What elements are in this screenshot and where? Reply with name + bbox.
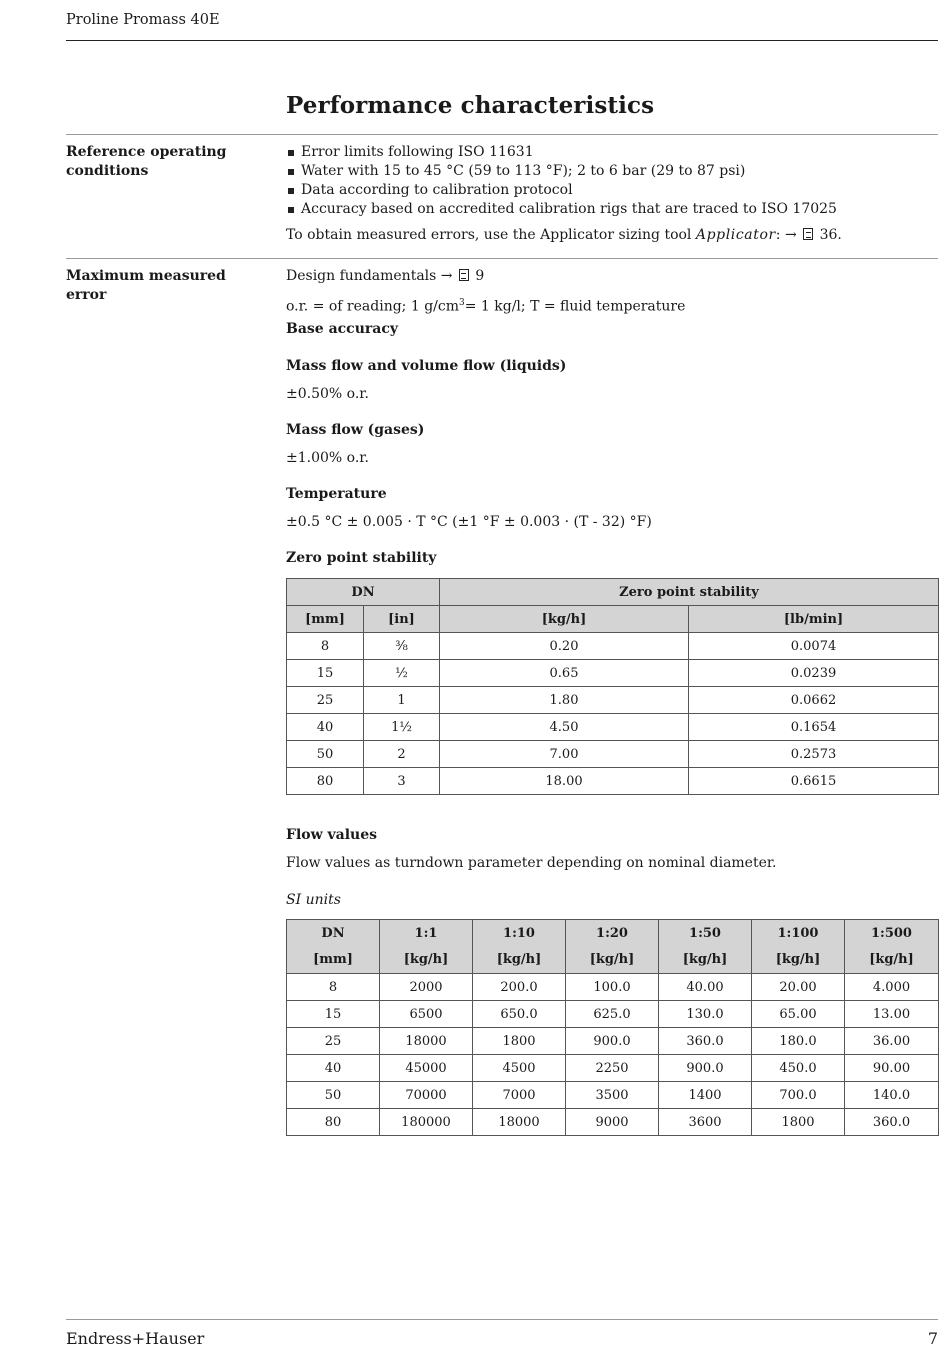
table-cell: 8: [287, 974, 380, 1001]
page-reference-icon: [803, 228, 813, 240]
column-unit-header: [kg/h]: [473, 947, 566, 974]
table-row: [287, 1109, 939, 1136]
column-header: DN: [287, 920, 380, 947]
table-cell: 20.00: [752, 974, 845, 1001]
table-cell: 1.80: [440, 687, 689, 714]
table-cell: 18000: [380, 1028, 473, 1055]
table-cell: 9000: [566, 1109, 659, 1136]
table-cell: 625.0: [566, 1001, 659, 1028]
table-row: [287, 1082, 939, 1109]
column-header: 1:1: [380, 920, 473, 947]
table-cell: 90.00: [845, 1055, 939, 1082]
flow-values-heading: Flow values: [286, 827, 378, 843]
table-cell: 15: [287, 1001, 380, 1028]
table-cell: 70000: [380, 1082, 473, 1109]
table-row: [287, 974, 939, 1001]
table-cell: 360.0: [659, 1028, 752, 1055]
table-cell: 0.0239: [689, 660, 939, 687]
table-cell: 0.0662: [689, 687, 939, 714]
table-cell: 45000: [380, 1055, 473, 1082]
table-cell: 40: [287, 1055, 380, 1082]
column-unit-header: [mm]: [287, 947, 380, 974]
table-cell: 36.00: [845, 1028, 939, 1055]
temperature-value: ±0.5 °C ± 0.005 · T °C (±1 °F ± 0.003 · (T - 32) °F): [286, 514, 652, 530]
zero-point-heading: Zero point stability: [286, 550, 437, 566]
document-header-title: Proline Promass 40E: [66, 12, 220, 28]
section-title: Performance characteristics: [286, 92, 655, 119]
column-unit-header: [kg/h]: [752, 947, 845, 974]
table-cell: 25: [287, 1028, 380, 1055]
table-cell: 360.0: [845, 1109, 939, 1136]
column-unit-header: [kg/h]: [659, 947, 752, 974]
table-row: [287, 633, 939, 660]
column-header: 1:500: [845, 920, 939, 947]
column-header: 1:20: [566, 920, 659, 947]
column-unit-header: [kg/h]: [566, 947, 659, 974]
table-cell: 0.6615: [689, 768, 939, 795]
column-group-zero-point: Zero point stability: [440, 579, 939, 606]
mass-volume-value: ±0.50% o.r.: [286, 386, 369, 402]
table-cell: 18.00: [440, 768, 689, 795]
column-header: [lb/min]: [689, 606, 939, 633]
table-cell: 140.0: [845, 1082, 939, 1109]
table-cell: 4.50: [440, 714, 689, 741]
mass-gas-value: ±1.00% o.r.: [286, 450, 369, 466]
table-cell: 4500: [473, 1055, 566, 1082]
table-cell: 0.20: [440, 633, 689, 660]
column-header: [mm]: [287, 606, 364, 633]
table-cell: 1800: [752, 1109, 845, 1136]
list-item: Error limits following ISO 11631: [286, 143, 837, 162]
table-cell: 2250: [566, 1055, 659, 1082]
applicator-link[interactable]: Applicator: [695, 227, 776, 243]
table-cell: 180.0: [752, 1028, 845, 1055]
footer-rule: [66, 1319, 938, 1320]
table-cell: 15: [287, 660, 364, 687]
temperature-heading: Temperature: [286, 486, 387, 502]
table-cell: 18000: [473, 1109, 566, 1136]
table-cell: 900.0: [566, 1028, 659, 1055]
table-row: [287, 660, 939, 687]
table-cell: 3500: [566, 1082, 659, 1109]
table-row: [287, 768, 939, 795]
list-item: Data according to calibration protocol: [286, 181, 837, 200]
table-cell: 40.00: [659, 974, 752, 1001]
table-cell: 3: [364, 768, 440, 795]
section-divider: [66, 134, 938, 135]
table-row: [287, 741, 939, 768]
table-cell: 100.0: [566, 974, 659, 1001]
column-unit-header: [kg/h]: [380, 947, 473, 974]
column-header: 1:50: [659, 920, 752, 947]
table-cell: 7.00: [440, 741, 689, 768]
table-row: [287, 714, 939, 741]
max-error-label: Maximum measured error: [66, 268, 226, 303]
table-cell: 50: [287, 1082, 380, 1109]
applicator-page-link[interactable]: 36.: [815, 227, 842, 243]
table-cell: 200.0: [473, 974, 566, 1001]
table-cell: 700.0: [752, 1082, 845, 1109]
column-header: 1:100: [752, 920, 845, 947]
base-accuracy-heading: Base accuracy: [286, 321, 398, 337]
table-cell: 130.0: [659, 1001, 752, 1028]
table-cell: 50: [287, 741, 364, 768]
table-cell: 1: [364, 687, 440, 714]
table-cell: 2: [364, 741, 440, 768]
table-row: [287, 687, 939, 714]
flow-values-description: Flow values as turndown parameter depending on nominal diameter.: [286, 855, 777, 871]
page-number: 7: [927, 1329, 938, 1348]
reference-conditions-list: [286, 143, 837, 219]
applicator-note: To obtain measured errors, use the Applicator sizing tool Applicator: → 36.: [286, 227, 842, 243]
column-group-dn: DN: [287, 579, 440, 606]
table-cell: 13.00: [845, 1001, 939, 1028]
table-cell: 180000: [380, 1109, 473, 1136]
table-cell: 0.2573: [689, 741, 939, 768]
column-unit-header: [kg/h]: [845, 947, 939, 974]
table-row: [287, 1028, 939, 1055]
footer-brand: Endress+Hauser: [66, 1329, 205, 1348]
table-cell: ½: [364, 660, 440, 687]
table-cell: 7000: [473, 1082, 566, 1109]
column-header: [kg/h]: [440, 606, 689, 633]
table-cell: 80: [287, 1109, 380, 1136]
table-cell: 1½: [364, 714, 440, 741]
table-cell: 900.0: [659, 1055, 752, 1082]
table-cell: 40: [287, 714, 364, 741]
section-divider: [66, 258, 938, 259]
table-cell: 80: [287, 768, 364, 795]
table-cell: 650.0: [473, 1001, 566, 1028]
mass-gas-heading: Mass flow (gases): [286, 422, 425, 438]
table-row: [287, 1055, 939, 1082]
flow-values-table: [286, 919, 939, 1136]
table-cell: 3600: [659, 1109, 752, 1136]
table-cell: 0.65: [440, 660, 689, 687]
column-header: [in]: [364, 606, 440, 633]
abbreviation-legend: o.r. = of reading; 1 $g/cm^3= 1$ kg/l; T = fluid temperature: [286, 298, 686, 315]
table-cell: 450.0: [752, 1055, 845, 1082]
zero-point-stability-table: [286, 578, 939, 795]
reference-conditions-label: Reference operating conditions: [66, 144, 227, 179]
list-item: Water with 15 to 45 °C (59 to 113 °F); 2 to 6 bar (29 to 87 psi): [286, 162, 837, 181]
table-cell: 0.0074: [689, 633, 939, 660]
table-cell: 8: [287, 633, 364, 660]
table-cell: 0.1654: [689, 714, 939, 741]
table-cell: 1400: [659, 1082, 752, 1109]
table-cell: 4.000: [845, 974, 939, 1001]
table-cell: 25: [287, 687, 364, 714]
si-units-label: SI units: [286, 892, 341, 908]
table-cell: 65.00: [752, 1001, 845, 1028]
list-item: Accuracy based on accredited calibration rigs that are traced to ISO 17025: [286, 200, 837, 219]
column-header: 1:10: [473, 920, 566, 947]
table-cell: 2000: [380, 974, 473, 1001]
design-fundamentals-ref: Design fundamentals → 9: [286, 268, 485, 284]
design-page-link[interactable]: 9: [470, 268, 485, 284]
mass-volume-heading: Mass flow and volume flow (liquids): [286, 358, 567, 374]
table-cell: 1800: [473, 1028, 566, 1055]
table-cell: 6500: [380, 1001, 473, 1028]
table-cell: ³⁄₈: [364, 633, 440, 660]
header-rule: [66, 40, 938, 41]
page-reference-icon: [459, 269, 469, 281]
table-row: [287, 1001, 939, 1028]
